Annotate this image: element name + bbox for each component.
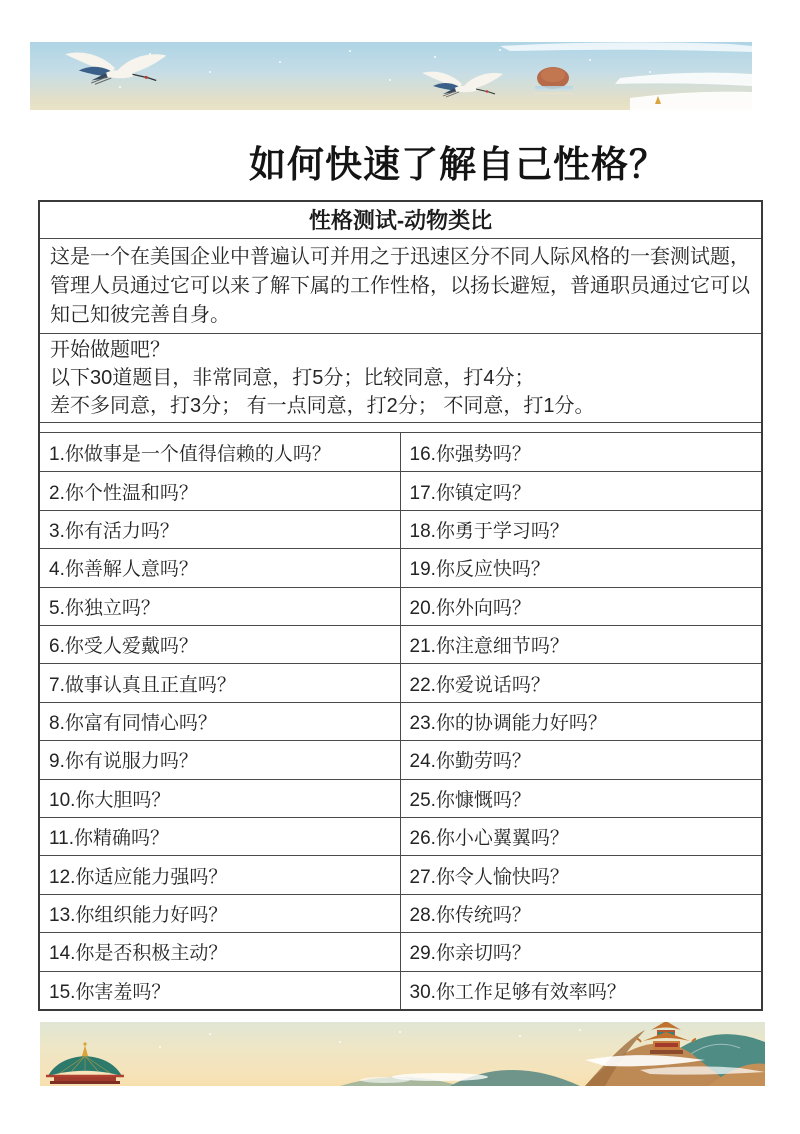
question-cell: 8.你富有同情心吗？ [40,702,401,740]
question-cell: 10.你大胆吗？ [40,779,401,817]
question-cell: 27.你令人愉快吗？ [401,855,762,893]
question-cell: 7.做事认真且正直吗？ [40,663,401,701]
question-cell: 30.你工作足够有效率吗？ [401,971,762,1009]
question-cell: 1.你做事是一个值得信赖的人吗？ [40,433,401,471]
instruction-line: 开始做题吧？ [50,339,170,361]
question-cell: 3.你有活力吗？ [40,510,401,548]
question-cell: 28.你传统吗？ [401,894,762,932]
intro-line: 这是一个在美国企业中普遍认可并用之于迅速区分不同人际风格的一套测试题， [50,246,750,268]
question-cell: 12.你适应能力强吗？ [40,855,401,893]
question-cell: 23.你的协调能力好吗？ [401,702,762,740]
question-cell: 14.你是否积极主动？ [40,932,401,970]
instruction-line: 以下30道题目，非常同意，打5分；比较同意，打4分； [50,367,535,389]
sky-cranes-illustration [30,42,752,110]
question-cell: 4.你善解人意吗？ [40,548,401,586]
questions-grid [40,433,761,1009]
bottom-banner-illustration [40,1022,765,1086]
question-cell: 13.你组织能力好吗？ [40,894,401,932]
mountain-pagoda-illustration [40,1022,765,1086]
question-cell: 2.你个性温和吗？ [40,471,401,509]
top-banner-illustration [30,42,752,110]
question-cell: 29.你亲切吗？ [401,932,762,970]
question-cell: 9.你有说服力吗？ [40,740,401,778]
intro-line: 管理人员通过它可以来了解下属的工作性格，以扬长避短，普通职员通过它可以 [50,275,750,297]
table-header: 性格测试-动物类比 [40,202,761,239]
intro-paragraph [40,239,761,334]
question-cell: 26.你小心翼翼吗？ [401,817,762,855]
page-title: 如何快速了解自己性格？ [249,144,667,185]
question-cell: 21.你注意细节吗？ [401,625,762,663]
question-cell: 18.你勇于学习吗？ [401,510,762,548]
question-cell: 11.你精确吗？ [40,817,401,855]
question-cell: 20.你外向吗？ [401,587,762,625]
question-cell: 22.你爱说话吗？ [401,663,762,701]
question-cell: 25.你慷慨吗？ [401,779,762,817]
question-cell: 19.你反应快吗？ [401,548,762,586]
question-cell: 17.你镇定吗？ [401,471,762,509]
personality-test-table [38,200,763,1011]
intro-line: 知己知彼完善自身。 [50,304,230,326]
instruction-line: 差不多同意，打3分； 有一点同意，打2分； 不同意，打1分。 [50,395,595,417]
spacer-row [40,423,761,433]
question-cell: 15.你害羞吗？ [40,971,401,1009]
question-cell: 24.你勤劳吗？ [401,740,762,778]
instructions-paragraph [40,334,761,423]
question-cell: 6.你受人爱戴吗？ [40,625,401,663]
question-cell: 16.你强势吗？ [409,443,531,465]
question-cell: 5.你独立吗？ [40,587,401,625]
